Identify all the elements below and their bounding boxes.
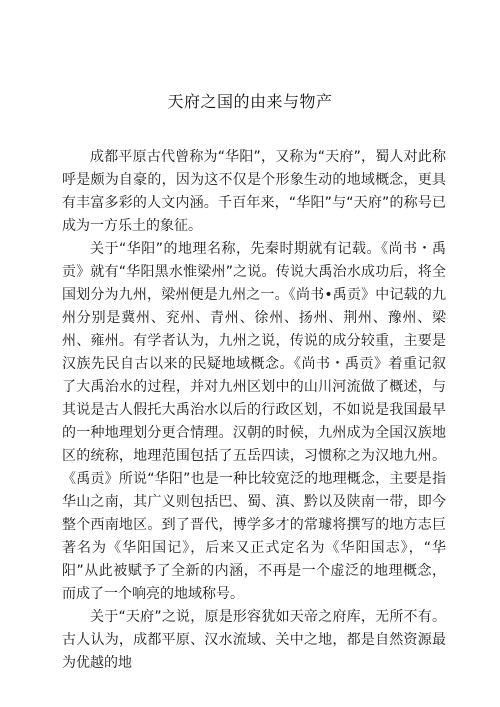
paragraph-1: 成都平原古代曾称为“华阳”，又称为“天府”，蜀人对此称呼是颇为自豪的，因为这不仅是个形象生动的地域概念，更具有丰富多彩的人文内涵。千百年来，“华阳”与“天府”的称号已成为一方乐土的象征。 [62, 149, 446, 234]
document-body [62, 146, 446, 675]
paragraph-2: 关于“华阳”的地理名称，先秦时期就有记载。《尚书・禹贡》就有“华阳黑水惟梁州”之说。传说大禹治水成功后，将全国划分为九州，梁州便是九州之一。《尚书•禹贡》中记载的九州分别是冀州、兖州、青州、徐州、扬州、荆州、豫州、梁州、雍州。有学者认为，九州之说，传说的成分较重，主要是汉族先民自古以来的民疑地域概念。《尚书・禹贡》着重记叙了大禹治水的过程，并对九州区划中的山川河流做了概述，与其说是古人假托大禹治水以后的行政区划，不如说是我国最早的一种地理划分更合情理。汉朝的时候，九州成为全国汉族地区的统称，地理范围包括了五岳四读，习惯称之为汉地九州。《禹贡》所说“华阳”也是一种比较宽泛的地理概念，主要是指华山之南，其广义则包括巴、蜀、滇、黔以及陕南一带，即今整个西南地区。到了晋代，博学多才的常璩将撰写的地方志巨著名为《华阳国记》，后来又正式定名为《华阳国志》，“华阳”从此被赋予了全新的内涵，不再是一个虚泛的地理概念，而成了一个响亮的地域称号。 [62, 241, 446, 602]
paragraph-3: 关于“天府”之说，原是形容犹如天帝之府库，无所不有。古人认为，成都平原、汉水流域、关中之地，都是自然资源最为优越的地 [62, 609, 446, 671]
document-title: 天府之国的由来与物产 [167, 92, 333, 111]
